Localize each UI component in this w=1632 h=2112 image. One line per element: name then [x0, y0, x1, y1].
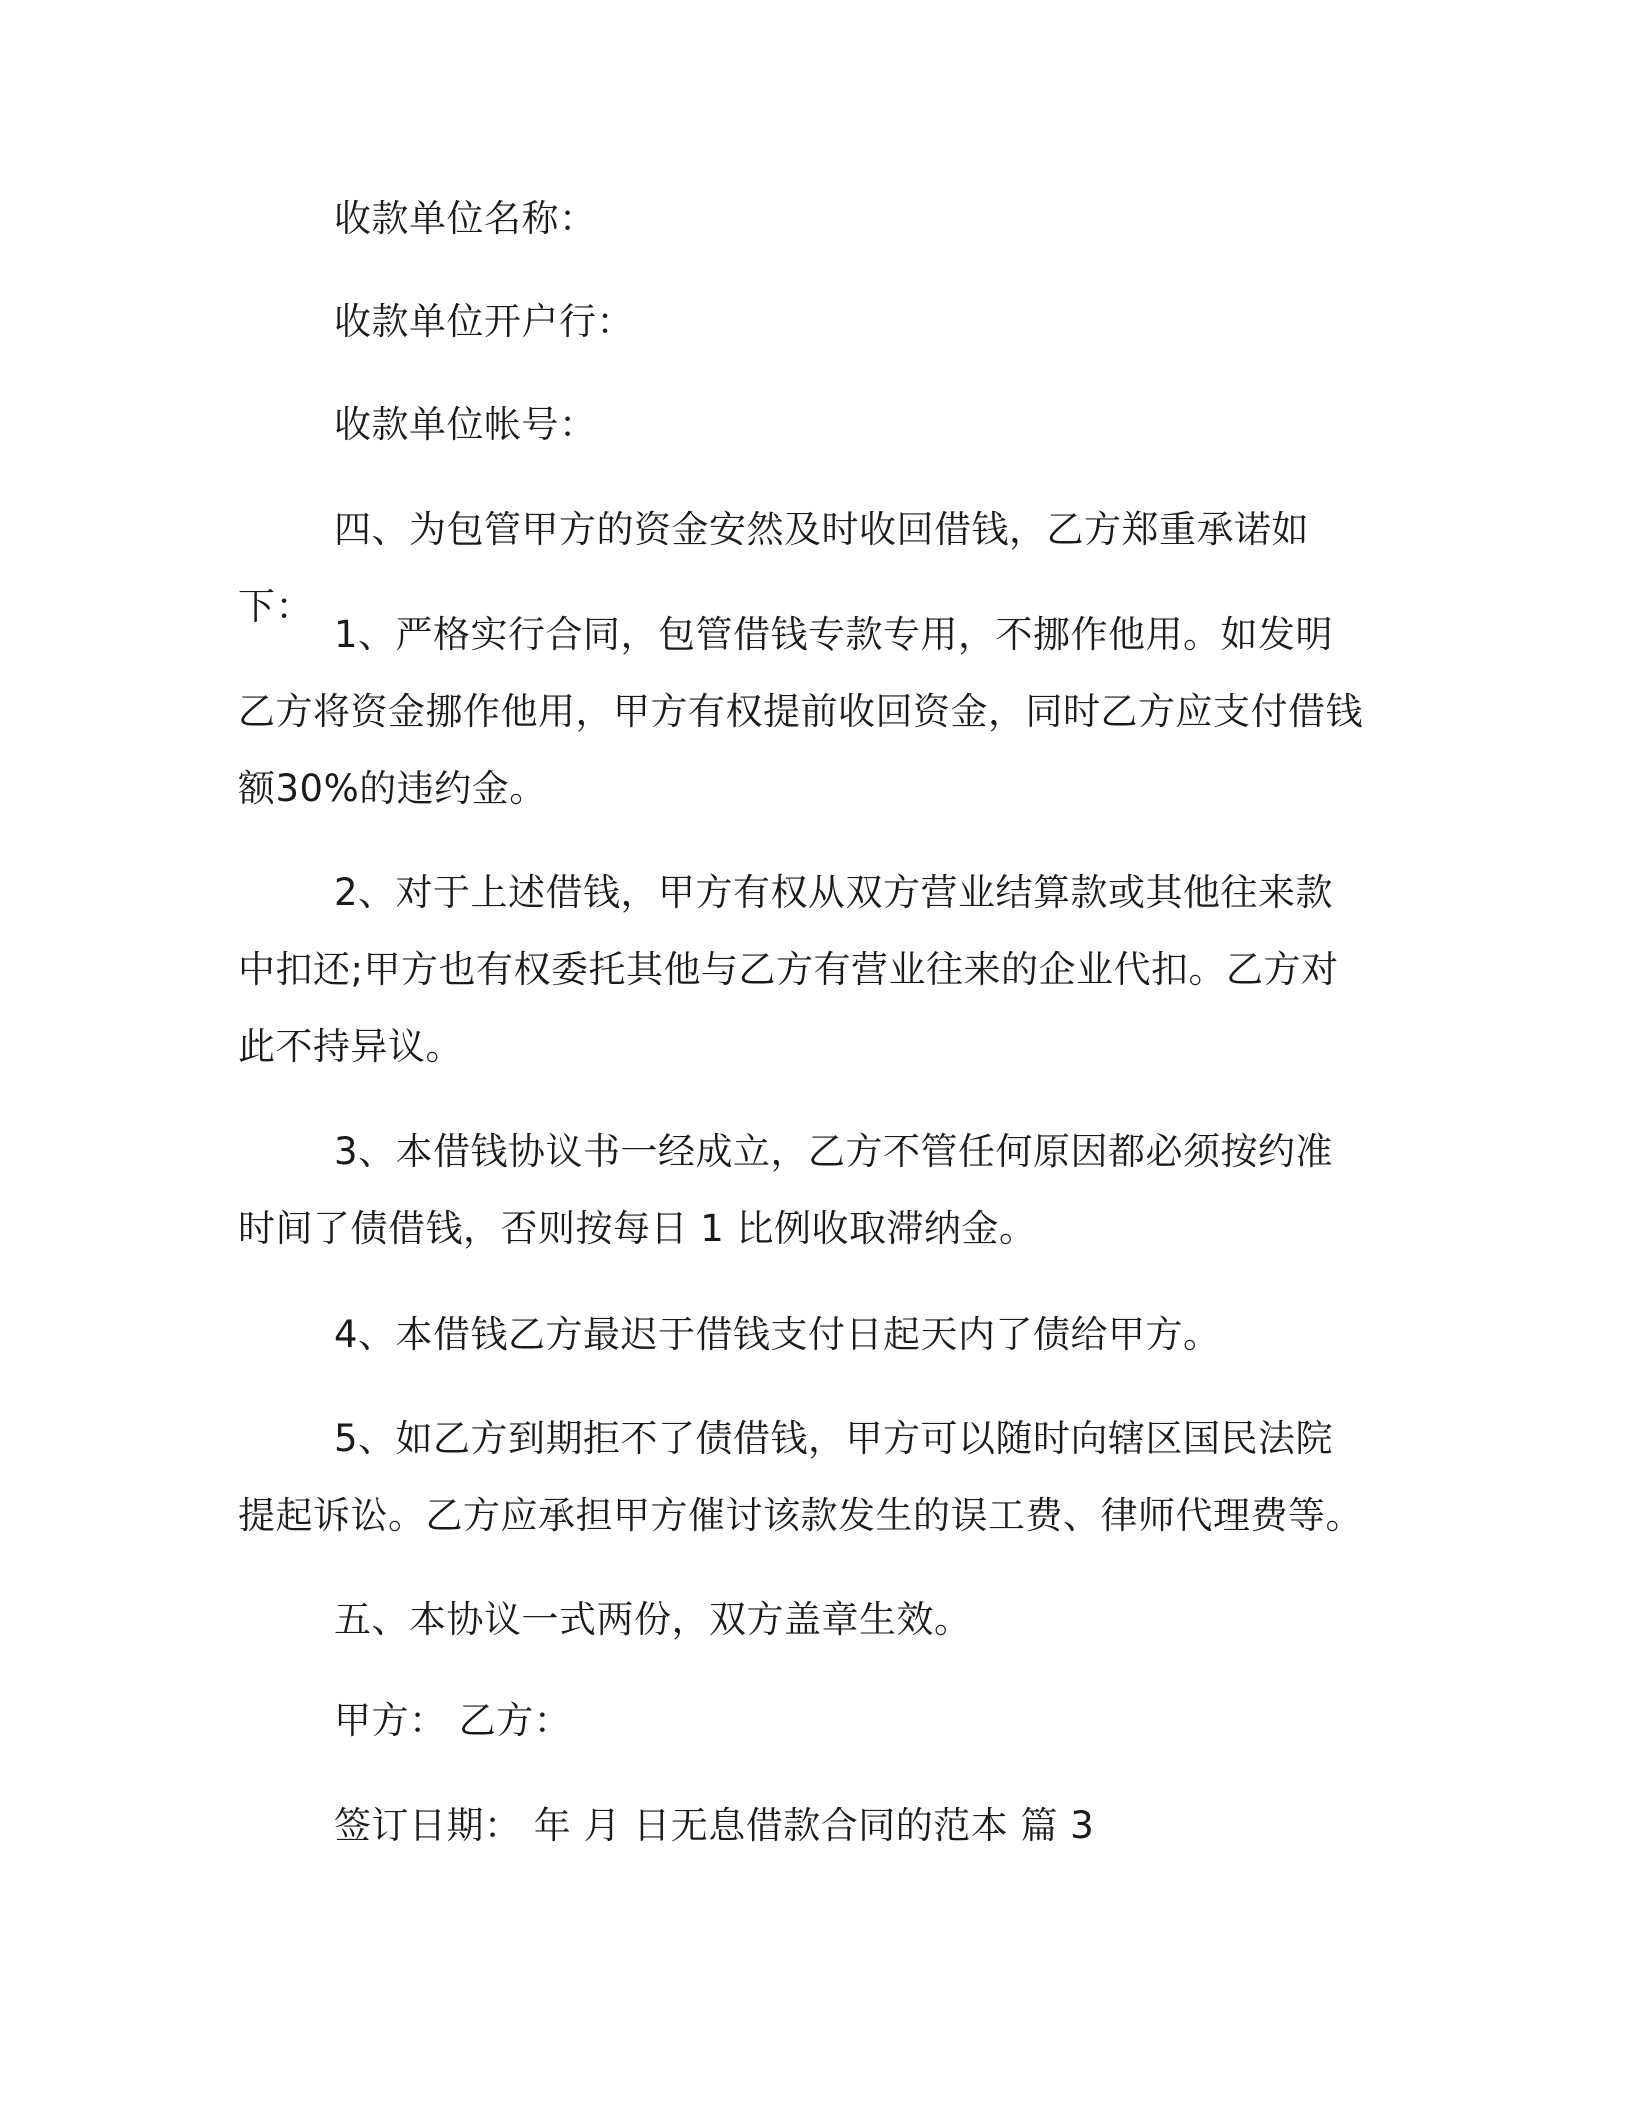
clause-5: 5、如乙方到期拒不了债借钱，甲方可以随时向辖区国民法院提起诉讼。乙方应承担甲方催讨该款发生的误工费、律师代理费等。 — [238, 1417, 1363, 1537]
clause-2: 2、对于上述借钱，甲方有权从双方营业结算款或其他往来款中扣还;甲方也有权委托其他与乙方有营业往来的企业代扣。乙方对此不持异议。 — [238, 871, 1339, 1068]
payee-name-line: 收款单位名称： — [334, 197, 597, 240]
payee-bank-line: 收款单位开户行： — [334, 300, 634, 343]
signing-date-line: 签订日期： 年 月 日无息借款合同的范本 篇 3 — [334, 1804, 1095, 1847]
clause-1: 1、严格实行合同，包管借钱专款专用，不挪作他用。如发明乙方将资金挪作他用，甲方有权提前收回资金，同时乙方应支付借钱额30%的违约金。 — [238, 613, 1363, 810]
clause-4: 4、本借钱乙方最迟于借钱支付日起天内了债给甲方。 — [334, 1313, 1221, 1356]
parties-signature-line: 甲方： 乙方： — [334, 1699, 572, 1742]
section-five: 五、本协议一式两份，双方盖章生效。 — [334, 1598, 972, 1641]
payee-account-line: 收款单位帐号： — [334, 403, 597, 446]
clause-3: 3、本借钱协议书一经成立，乙方不管任何原因都必须按约准时间了债借钱，否则按每日 1 比例收取滞纳金。 — [238, 1130, 1334, 1250]
section-four-heading: 四、为包管甲方的资金安然及时收回借钱，乙方郑重承诺如下： — [238, 508, 1309, 628]
